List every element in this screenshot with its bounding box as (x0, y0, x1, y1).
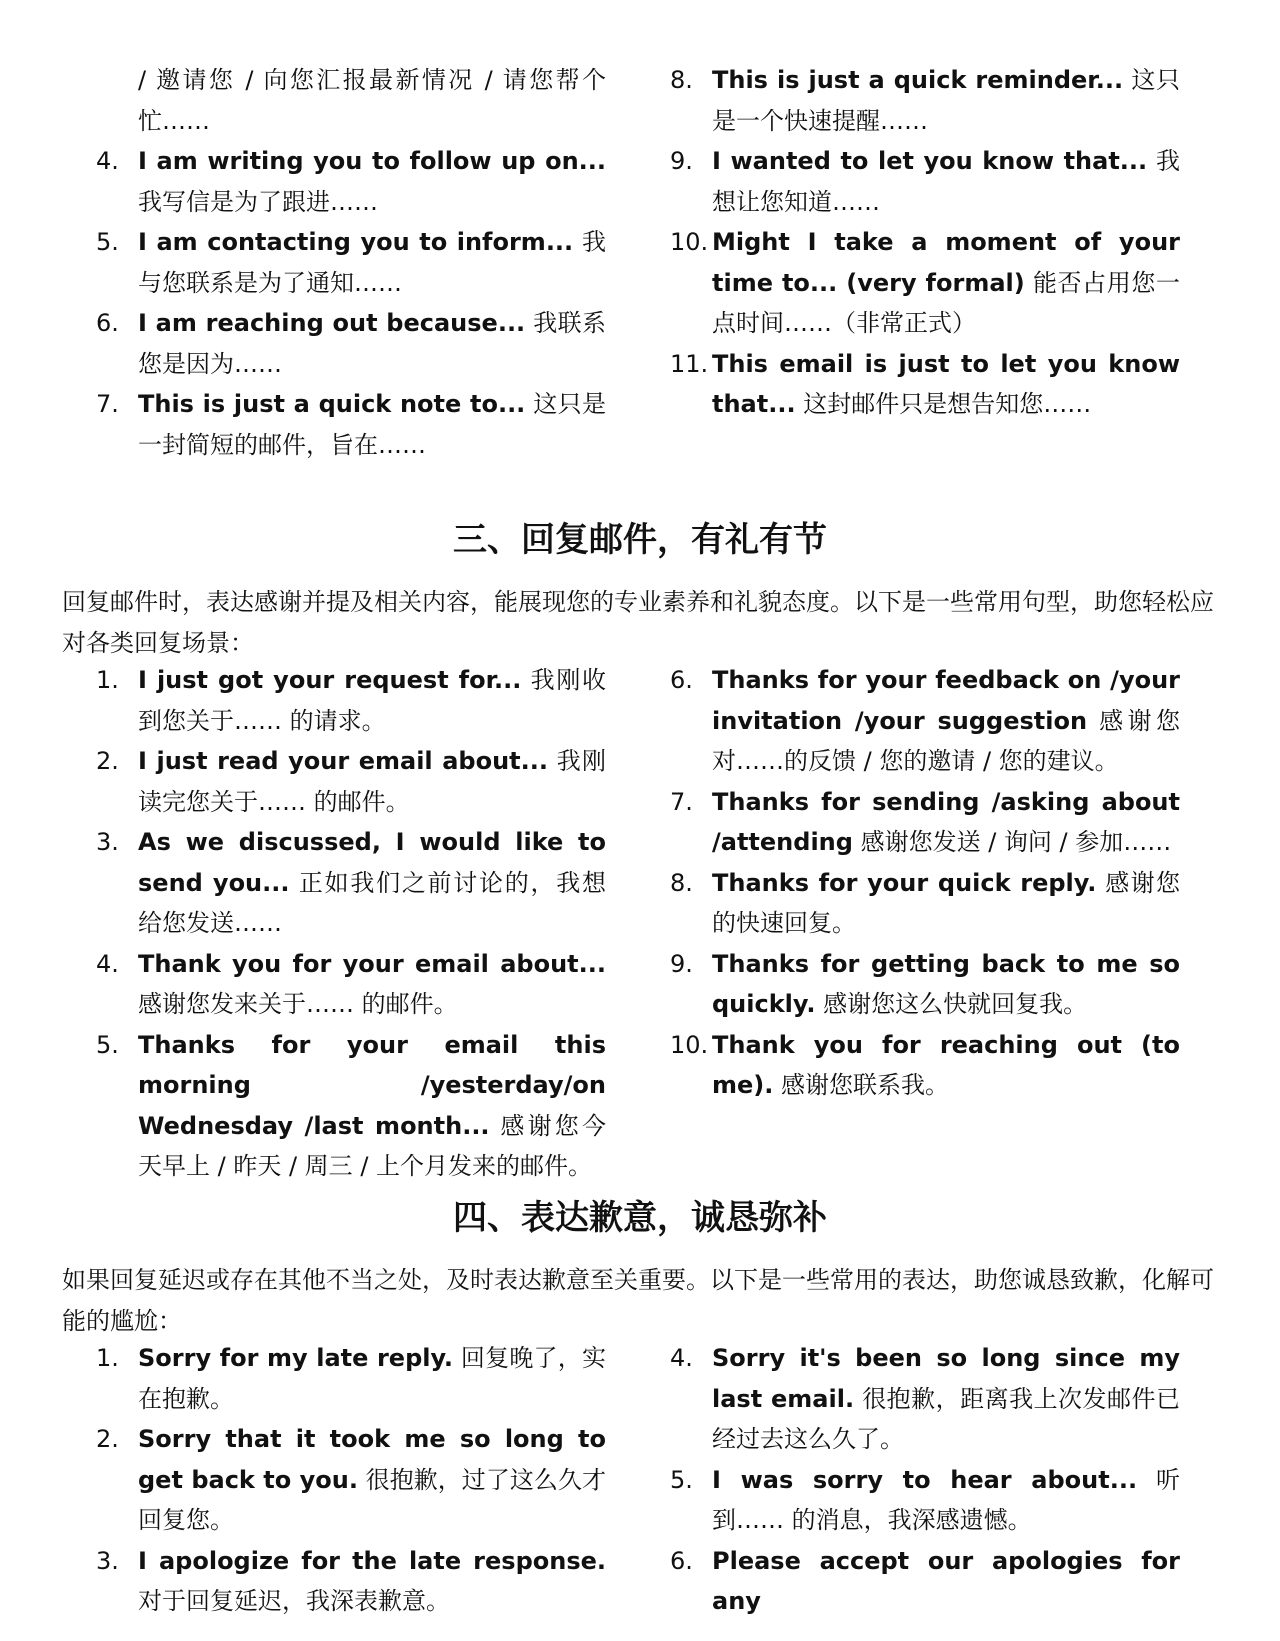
item-english: Sorry it's been so long since my last email. (712, 1344, 1180, 1413)
item-chinese: 很抱歉，距离我上次发邮件已经过去这么久了。 (712, 1384, 1180, 1453)
top-left-column (96, 60, 606, 465)
item-number: 7. (670, 787, 693, 816)
item-number: 6. (670, 666, 693, 694)
item-chinese: 这只是一个快速提醒…… (712, 66, 1180, 135)
item-english: I am reaching out because... (138, 309, 526, 337)
item-number: 2. (96, 1425, 119, 1453)
item-english: Might I take a moment of your time to... (very formal) (712, 228, 1180, 297)
item-chinese: 感谢您发来关于…… 的邮件。 (138, 990, 458, 1018)
list-item (670, 1541, 1180, 1622)
item-english: I apologize for the late response. (138, 1546, 606, 1575)
list-item (96, 660, 606, 741)
list-item (670, 863, 1180, 944)
item-number: 10. (670, 1030, 709, 1059)
item-chinese: 我刚收到您关于…… 的请求。 (138, 666, 606, 735)
section3-right-column (670, 660, 1180, 1106)
item-chinese: / 邀请您 / 向您汇报最新情况 / 请您帮个忙…… (138, 66, 606, 135)
item-chinese: 我写信是为了跟进…… (138, 187, 378, 216)
item-number: 1. (96, 1344, 119, 1372)
item-number: 4. (96, 949, 119, 978)
top-right-column (670, 60, 1180, 425)
item-number: 5. (96, 228, 119, 256)
item-chinese: 我刚读完您关于…… 的邮件。 (138, 747, 606, 816)
item-number: 7. (96, 390, 119, 418)
item-english: Sorry that it took me so long to get back to you. (138, 1425, 606, 1494)
list-item (96, 141, 606, 222)
item-number: 5. (670, 1465, 693, 1494)
item-number: 8. (670, 868, 693, 897)
item-english: This email is just to let you know that... (712, 349, 1180, 418)
section-heading: 三、回复邮件，有礼有节 (453, 520, 827, 560)
section3-left-column (96, 660, 606, 1187)
item-english: Thank you for reaching out (to me). (712, 1030, 1180, 1099)
list-item (96, 1025, 606, 1187)
item-english: Thanks for getting back to me so quickly. (712, 949, 1180, 1018)
item-chinese: 正如我们之前讨论的，我想给您发送…… (138, 868, 606, 937)
list-item (96, 1541, 606, 1622)
list-item (670, 1025, 1180, 1106)
list-item (670, 1460, 1180, 1541)
item-english: I just read your email about... (138, 747, 548, 775)
section4-right-column (670, 1338, 1180, 1622)
item-chinese: 感谢您这么快就回复我。 (815, 990, 1088, 1018)
list-item (96, 384, 606, 465)
item-english: Thanks for sending /asking about /attending (712, 787, 1180, 856)
item-english: Sorry for my late reply. (138, 1344, 454, 1372)
item-english: Thank you for your email about... (138, 949, 606, 978)
item-chinese: 感谢您联系我。 (773, 1071, 950, 1099)
item-chinese: 我联系您是因为…… (138, 309, 607, 378)
item-chinese: 这封邮件只是想告知您…… (795, 390, 1092, 418)
item-number: 6. (96, 309, 119, 337)
section-intro: 如果回复延迟或存在其他不当之处，及时表达歉意至关重要。以下是一些常用的表达，助您诚恳致歉，化解可能的尴尬： (62, 1266, 1214, 1335)
item-number: 10. (670, 228, 709, 256)
list-item (670, 222, 1180, 344)
item-english: I am contacting you to inform... (138, 228, 574, 256)
item-chinese: 感谢您发送 / 询问 / 参加…… (852, 828, 1172, 856)
item-number: 8. (670, 66, 693, 94)
item-number: 3. (96, 828, 119, 856)
list-item (670, 944, 1180, 1025)
list-item (96, 222, 606, 303)
item-chinese: 感谢您对……的反馈 / 您的邀请 / 您的建议。 (712, 706, 1180, 775)
item-chinese: 很抱歉，过了这么久才回复您。 (138, 1465, 606, 1534)
item-number: 9. (670, 949, 693, 978)
item-chinese: 我与您联系是为了通知…… (138, 228, 606, 297)
item-chinese: 感谢您今天早上 / 昨天 / 周三 / 上个月发来的邮件。 (138, 1111, 606, 1180)
item-number: 11. (670, 349, 709, 378)
item-chinese: 感谢您的快速回复。 (712, 868, 1180, 937)
item-chinese: 这只是一封简短的邮件，旨在…… (138, 390, 606, 459)
list-item (96, 303, 606, 384)
item-english: Thanks for your feedback on /your invitation /your suggestion (712, 666, 1180, 735)
item-number: 5. (96, 1030, 119, 1059)
item-number: 2. (96, 747, 119, 775)
item-number: 1. (96, 666, 119, 694)
list-item (96, 822, 606, 944)
list-item (670, 60, 1180, 141)
item-english: Thanks for your quick reply. (712, 868, 1097, 897)
item-chinese: 对于回复延迟，我深表歉意。 (138, 1587, 450, 1615)
list-item (670, 141, 1180, 222)
list-item (96, 1419, 606, 1541)
section-heading: 四、表达歉意，诚恳弥补 (453, 1198, 827, 1238)
item-english: As we discussed, I would like to send you... (138, 828, 606, 897)
item-english: This is just a quick note to... (138, 390, 526, 418)
item-number: 4. (670, 1344, 693, 1372)
list-item (670, 1338, 1180, 1460)
item-english: Thanks for your email this morning /yesterday/on Wednesday /last month... (138, 1030, 606, 1140)
item-english: This is just a quick reminder... (712, 66, 1124, 94)
section-intro: 回复邮件时，表达感谢并提及相关内容，能展现您的专业素养和礼貌态度。以下是一些常用句型，助您轻松应对各类回复场景： (62, 588, 1214, 657)
section4-left-column (96, 1338, 606, 1622)
list-item (670, 344, 1180, 425)
list-item (96, 741, 606, 822)
item-chinese: 回复晚了，实在抱歉。 (138, 1344, 606, 1413)
item-chinese: 能否占用您一点时间……（非常正式） (712, 268, 1180, 337)
item-number: 6. (670, 1546, 693, 1575)
item-number: 9. (670, 147, 693, 175)
item-english: I was sorry to hear about... (712, 1465, 1138, 1494)
list-item-continuation (96, 60, 606, 141)
list-item (670, 660, 1180, 782)
item-english: I am writing you to follow up on... (138, 147, 606, 175)
item-chinese: 听到…… 的消息，我深感遗憾。 (712, 1465, 1180, 1534)
item-english: I just got your request for... (138, 666, 522, 694)
list-item (96, 1338, 606, 1419)
item-english: Please accept our apologies for any (712, 1546, 1180, 1615)
item-english: I wanted to let you know that... (712, 147, 1148, 175)
item-number: 3. (96, 1546, 119, 1575)
list-item (670, 782, 1180, 863)
item-number: 4. (96, 147, 119, 175)
item-chinese: 我想让您知道…… (712, 147, 1180, 216)
list-item (96, 944, 606, 1025)
